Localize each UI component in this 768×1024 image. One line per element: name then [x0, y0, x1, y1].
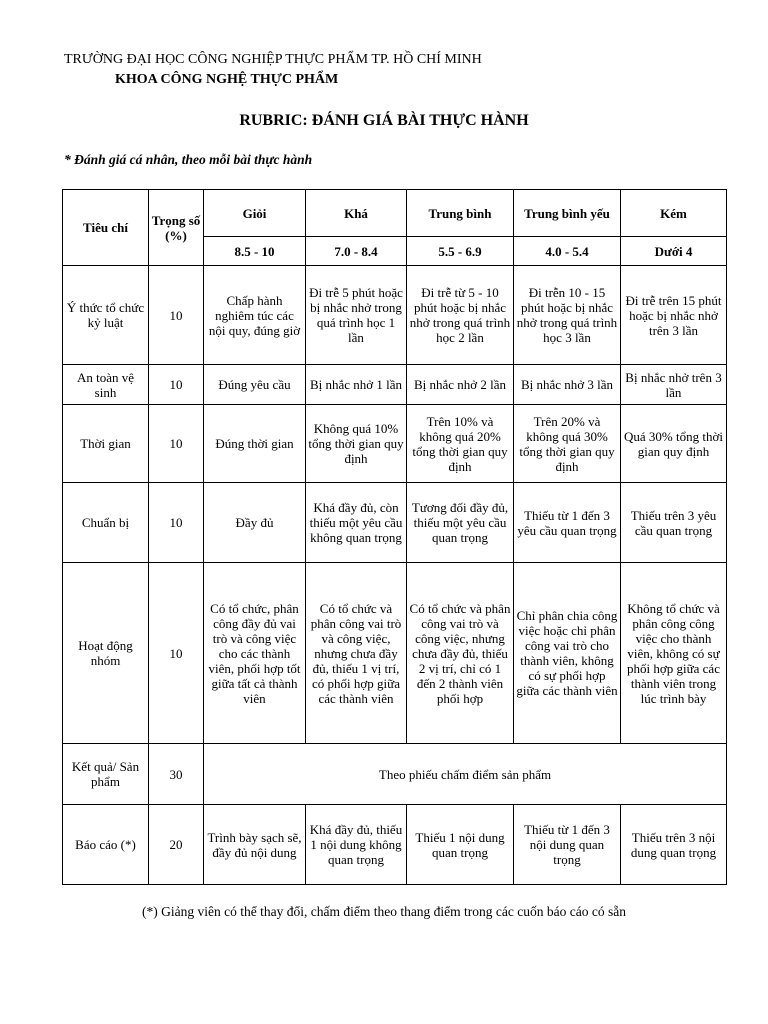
- description-cell: Đầy đủ: [204, 483, 306, 563]
- level-header: Kém: [621, 190, 727, 237]
- weight-cell: 10: [149, 365, 204, 405]
- score-range: Dưới 4: [621, 237, 727, 266]
- level-header: Giỏi: [204, 190, 306, 237]
- criterion-cell: Hoạt động nhóm: [63, 563, 149, 744]
- level-header: Khá: [306, 190, 407, 237]
- rubric-table: [62, 189, 727, 885]
- weight-cell: 10: [149, 563, 204, 744]
- description-cell: Bị nhắc nhở 3 lần: [514, 365, 621, 405]
- weight-header: Trọng số (%): [149, 190, 204, 266]
- score-range: 5.5 - 6.9: [407, 237, 514, 266]
- table-row: [63, 405, 727, 483]
- level-header: Trung bình yếu: [514, 190, 621, 237]
- description-cell: Không tổ chức và phân công công việc cho thành viên, không có sự phối hợp giữa các thành viên trong lúc trình bày: [621, 563, 727, 744]
- table-row: [63, 805, 727, 885]
- page-title: RUBRIC: ĐÁNH GIÁ BÀI THỰC HÀNH: [239, 112, 529, 129]
- level-header: Trung bình: [407, 190, 514, 237]
- table-header-row: [63, 190, 727, 237]
- description-cell: Thiếu từ 1 đến 3 nội dung quan trọng: [514, 805, 621, 885]
- score-range: 8.5 - 10: [204, 237, 306, 266]
- description-cell: Tương đối đầy đủ, thiếu một yêu cầu quan trọng: [407, 483, 514, 563]
- description-cell: Có tổ chức, phân công đầy đủ vai trò và công việc cho các thành viên, phối hợp tốt giữa tất cả thành viên: [204, 563, 306, 744]
- footnote: (*) Giảng viên có thể thay đổi, chấm điểm theo thang điểm trong các cuốn báo cáo có sẵn: [142, 904, 626, 919]
- table-row: [63, 563, 727, 744]
- description-cell: Khá đầy đủ, còn thiếu một yêu cầu không quan trọng: [306, 483, 407, 563]
- weight-cell: 30: [149, 744, 204, 805]
- description-cell: Thiếu trên 3 nội dung quan trọng: [621, 805, 727, 885]
- description-cell: Đi trễ từ 5 - 10 phút hoặc bị nhắc nhở trong quá trình học 2 lần: [407, 266, 514, 365]
- faculty-name: KHOA CÔNG NGHỆ THỰC PHẨM: [115, 72, 339, 87]
- evaluation-note: * Đánh giá cá nhân, theo mỗi bài thực hành: [64, 152, 313, 167]
- description-cell: Chấp hành nghiêm túc các nội quy, đúng giờ: [204, 266, 306, 365]
- university-name: TRƯỜNG ĐẠI HỌC CÔNG NGHIỆP THỰC PHẨM TP. HỒ CHÍ MINH: [64, 52, 482, 67]
- description-cell: Bị nhắc nhở 1 lần: [306, 365, 407, 405]
- weight-cell: 10: [149, 483, 204, 563]
- score-range: 7.0 - 8.4: [306, 237, 407, 266]
- table-row: [63, 365, 727, 405]
- merged-description-cell: Theo phiếu chấm điểm sản phẩm: [204, 744, 727, 805]
- description-cell: Đi trễ trên 15 phút hoặc bị nhắc nhở trên 3 lần: [621, 266, 727, 365]
- criterion-cell: Chuẩn bị: [63, 483, 149, 563]
- description-cell: Không quá 10% tổng thời gian quy định: [306, 405, 407, 483]
- criteria-header: Tiêu chí: [63, 190, 149, 266]
- criterion-cell: An toàn vệ sinh: [63, 365, 149, 405]
- weight-cell: 20: [149, 805, 204, 885]
- description-cell: Quá 30% tổng thời gian quy định: [621, 405, 727, 483]
- description-cell: Khá đầy đủ, thiếu 1 nội dung không quan trọng: [306, 805, 407, 885]
- description-cell: Đi trễn 10 - 15 phút hoặc bị nhắc nhở trong quá trình học 3 lần: [514, 266, 621, 365]
- criterion-cell: Thời gian: [63, 405, 149, 483]
- description-cell: Trên 10% và không quá 20% tổng thời gian quy định: [407, 405, 514, 483]
- description-cell: Đúng thời gian: [204, 405, 306, 483]
- table-row: [63, 483, 727, 563]
- criterion-cell: Ý thức tổ chức kỷ luật: [63, 266, 149, 365]
- weight-cell: 10: [149, 405, 204, 483]
- description-cell: Thiếu trên 3 yêu cầu quan trọng: [621, 483, 727, 563]
- criterion-cell: Kết quả/ Sản phẩm: [63, 744, 149, 805]
- description-cell: Bị nhắc nhở 2 lần: [407, 365, 514, 405]
- criterion-cell: Báo cáo (*): [63, 805, 149, 885]
- description-cell: Đi trễ 5 phút hoặc bị nhắc nhở trong quá trình học 1 lần: [306, 266, 407, 365]
- description-cell: Có tổ chức và phân công vai trò và công việc, nhưng chưa đầy đủ, thiếu 1 vị trí, có phối hợp giữa các thành viên: [306, 563, 407, 744]
- description-cell: Trên 20% và không quá 30% tổng thời gian quy định: [514, 405, 621, 483]
- table-row: [63, 266, 727, 365]
- weight-cell: 10: [149, 266, 204, 365]
- score-range: 4.0 - 5.4: [514, 237, 621, 266]
- description-cell: Bị nhắc nhở trên 3 lần: [621, 365, 727, 405]
- description-cell: Thiếu 1 nội dung quan trọng: [407, 805, 514, 885]
- table-row: [63, 744, 727, 805]
- description-cell: Đúng yêu cầu: [204, 365, 306, 405]
- description-cell: Thiếu từ 1 đến 3 yêu cầu quan trọng: [514, 483, 621, 563]
- description-cell: Có tổ chức và phân công vai trò và công việc, nhưng chưa đầy đủ, thiếu 2 vị trí, chỉ có 1 đến 2 thành viên phối hợp: [407, 563, 514, 744]
- description-cell: Trình bày sạch sẽ, đầy đủ nội dung: [204, 805, 306, 885]
- description-cell: Chỉ phân chia công việc hoặc chỉ phân công vai trò cho thành viên, không có sự phối hợp giữa các thành viên: [514, 563, 621, 744]
